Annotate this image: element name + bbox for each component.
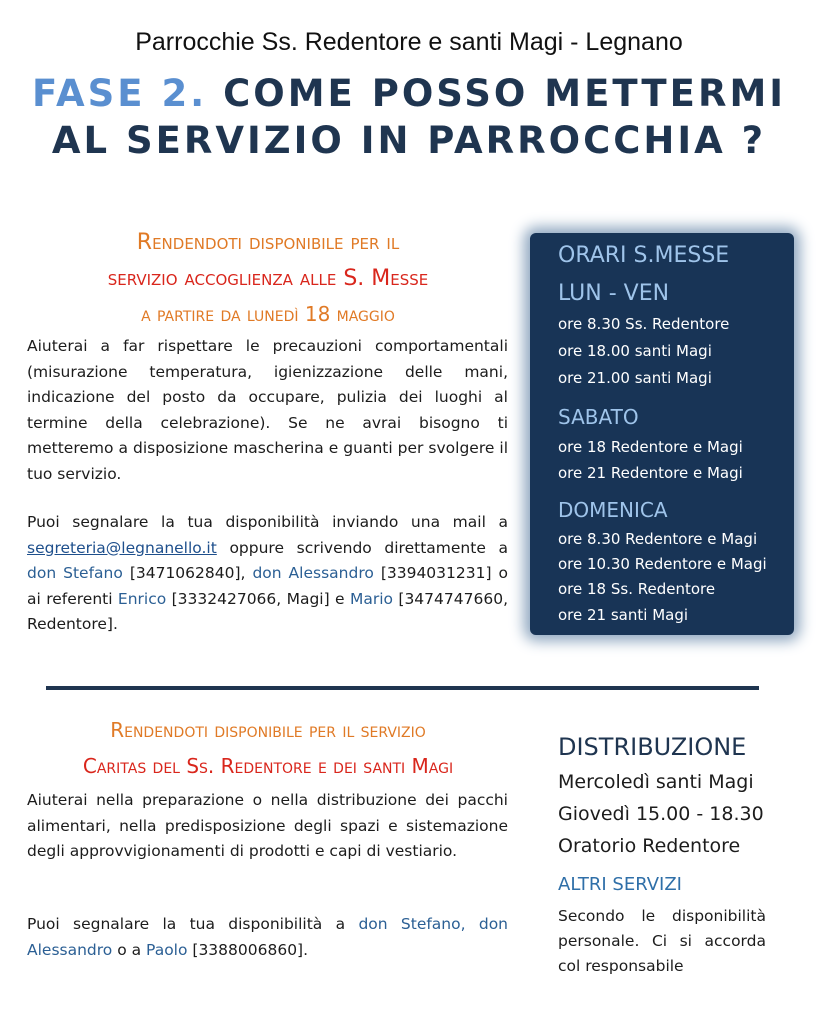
schedule-line: ore 18.00 santi Magi [558, 342, 712, 360]
schedule-line: ore 21 santi Magi [558, 606, 689, 624]
schedule-line: ore 10.30 Redentore e Magi [558, 555, 767, 573]
section1-heading-line1: Rendendoti disponibile per il [136, 230, 400, 255]
section2-p2-end: [3388006860]. [187, 940, 309, 959]
distribution-line: Oratorio Redentore [558, 835, 741, 857]
section1-heading-line3: a partire da lunedì 18 maggio [141, 302, 395, 326]
schedule-weekday-label: LUN - VEN [558, 281, 670, 306]
section1-p2-intro: Puoi segnalare la tua disponibilità inviando una mail a [27, 513, 508, 531]
email-link[interactable]: segreteria@legnanello.it [27, 538, 217, 557]
distribution-line: Mercoledì santi Magi [558, 771, 754, 793]
schedule-saturday-label: SABATO [558, 405, 639, 429]
section1-p2-mid2: [3471062840], [122, 564, 253, 582]
section2-p2-mid1: o a [112, 940, 147, 959]
contact-name: Enrico [117, 589, 167, 608]
section2-paragraph1: Aiuterai nella preparazione o nella distribuzione dei pacchi alimentari, nella predisposizione degli spazi e sistemazione degli approvvigionamenti di prodotti e capi di vestiario. [27, 791, 508, 860]
schedule-line: ore 21 Redentore e Magi [558, 464, 743, 482]
contact-name: Mario [349, 589, 394, 608]
contact-name: don Stefano [27, 564, 123, 582]
section2-heading-line1: Rendendoti disponibile per il servizio [110, 718, 426, 742]
contact-name: don Stefano, don Alessandro [27, 915, 508, 959]
title-phase: FASE 2. [31, 72, 208, 115]
section1-paragraph2 [27, 510, 508, 638]
section2-heading-line2: Caritas del Ss. Redentore e dei santi Magi [82, 754, 454, 778]
schedule-line: ore 8.30 Ss. Redentore [558, 315, 730, 333]
schedule-line: ore 21.00 santi Magi [558, 369, 712, 387]
section1-p2-mid4: [3332427066, Magi] e [166, 589, 350, 608]
section2-p2-intro: Puoi segnalare la tua disponibilità a [27, 915, 359, 933]
schedule-sunday-label: DOMENICA [558, 498, 668, 522]
section1-heading-line2: servizio accoglienza alle S. Messe [107, 266, 429, 291]
other-services-text: Secondo le disponibilità personale. Ci si accorda col responsabile [558, 907, 766, 975]
schedule-line: ore 18 Redentore e Magi [558, 438, 743, 456]
section1-p2-mid1: oppure scrivendo direttamente a [216, 538, 508, 557]
contact-name: don Alessandro [252, 564, 374, 582]
distribution-line: Giovedì 15.00 - 18.30 [558, 803, 764, 825]
schedule-line: ore 8.30 Redentore e Magi [558, 530, 758, 548]
page-title [20, 70, 798, 164]
mass-schedule-box [530, 233, 794, 635]
title-question: COME POSSO METTERMI AL SERVIZIO IN PARROCCHIA ? [51, 72, 787, 162]
section1-p2-end: [3474747660, Redentore]. [27, 589, 508, 633]
section1-p2-mid3: [3394031231] o ai referenti [27, 564, 508, 608]
section2-paragraph2 [27, 912, 508, 963]
section1-paragraph1: Aiuterai a far rispettare le precauzioni comportamentali (misurazione temperatura, igienizzazione delle mani, indicazione del posto da occupare, pulizia dei luoghi al termine della celebrazione). Se ne avrai bisogno ti metteremo a disposizione mascherina e guanti per svolgere il tuo servizio. [27, 337, 508, 483]
contact-name: Paolo [146, 940, 188, 959]
parish-header: Parrocchie Ss. Redentore e santi Magi - Legnano [135, 28, 683, 56]
schedule-line: ore 18 Ss. Redentore [558, 580, 716, 598]
section-divider [46, 686, 759, 690]
other-services-title: ALTRI SERVIZI [558, 874, 682, 895]
schedule-title: ORARI S.MESSE [558, 243, 730, 268]
distribution-title: DISTRIBUZIONE [558, 733, 747, 761]
